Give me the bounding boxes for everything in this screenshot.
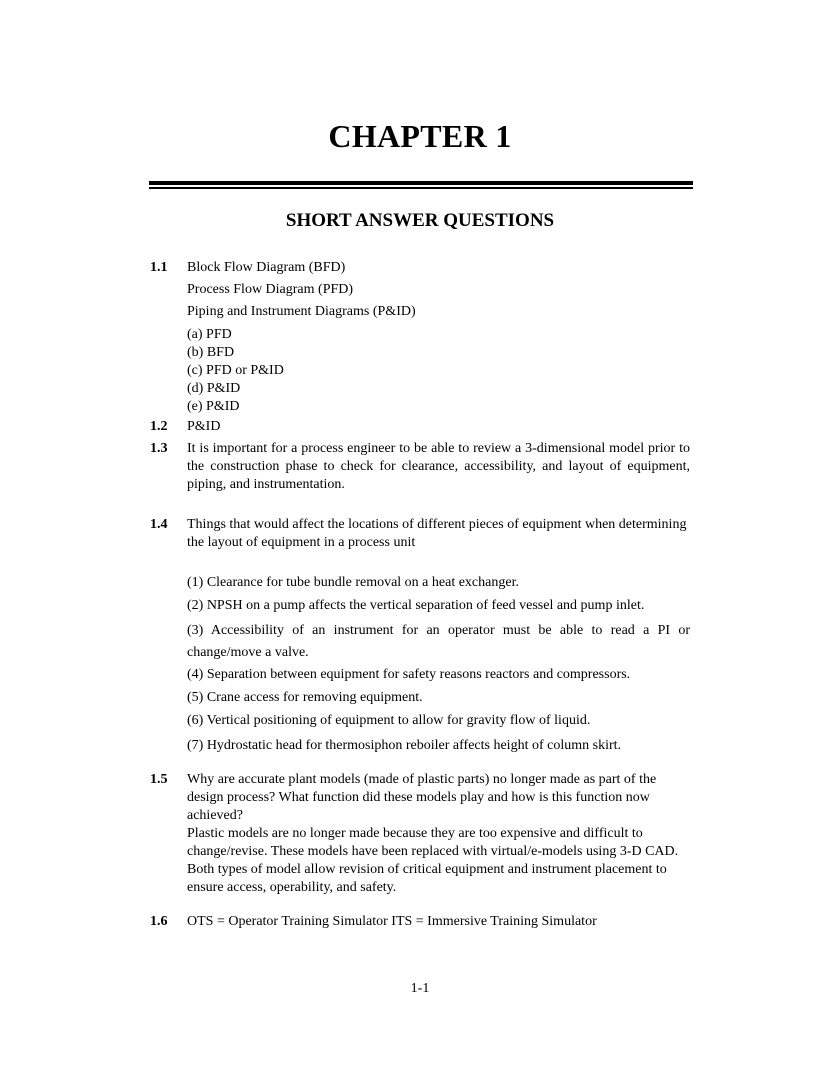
answer-text: P&ID (187, 419, 221, 434)
list-item: (5) Crane access for removing equipment. (187, 690, 423, 705)
answer-d: (d) P&ID (187, 381, 241, 396)
page-number: 1-1 (410, 981, 430, 996)
answer-b: (b) BFD (187, 345, 235, 360)
list-item: (7) Hydrostatic head for thermosiphon reboiler affects height of column skirt. (187, 738, 622, 753)
answer-text: Plastic models are no longer made because they are too expensive and difficult to change/revise. These models have been replaced with virtual/e-models using 3-D CAD. Both types of model allow revision of critical equipment and instrument placement to ensure access, operability, and safety. (187, 826, 679, 895)
diagram-type-pfd: Process Flow Diagram (PFD) (187, 282, 354, 297)
question-1-3 (150, 440, 690, 494)
chapter-title: CHAPTER 1 (328, 118, 512, 154)
list-item: (2) NPSH on a pump affects the vertical separation of feed vessel and pump inlet. (187, 598, 645, 613)
answer-c: (c) PFD or P&ID (187, 363, 284, 378)
diagram-type-pid: Piping and Instrument Diagrams (P&ID) (187, 304, 416, 319)
answer-text: OTS = Operator Training Simulator ITS = Immersive Training Simulator (187, 914, 597, 929)
question-number: 1.5 (150, 772, 168, 787)
list-item: (1) Clearance for tube bundle removal on a heat exchanger. (187, 575, 519, 590)
question-number: 1.2 (150, 419, 168, 434)
question-1-6 (150, 913, 690, 931)
answer-text: It is important for a process engineer to be able to review a 3-dimensional model prior to the construction phase to check for clearance, accessibility, and layout of equipment, piping, and instrumentation. (187, 441, 690, 492)
question-1-4 (150, 516, 690, 760)
answer-e: (e) P&ID (187, 399, 240, 414)
question-number: 1.3 (150, 441, 168, 456)
title-rule-thick (149, 181, 693, 185)
question-number: 1.1 (150, 260, 168, 275)
list-item: (3) Accessibility of an instrument for an operator must be able to read a PI or change/move a valve. (187, 623, 690, 660)
answer-a: (a) PFD (187, 327, 232, 342)
question-number: 1.6 (150, 914, 168, 929)
question-1-1 (150, 259, 690, 416)
list-item: (6) Vertical positioning of equipment to allow for gravity flow of liquid. (187, 713, 591, 728)
question-text: Things that would affect the locations of different pieces of equipment when determining the layout of equipment in a process unit (187, 517, 687, 550)
section-heading: SHORT ANSWER QUESTIONS (285, 210, 555, 231)
list-item: (4) Separation between equipment for safety reasons reactors and compressors. (187, 667, 631, 682)
question-number: 1.4 (150, 517, 168, 532)
question-text: Why are accurate plant models (made of plastic parts) no longer made as part of the design process? What function did these models play and how is this function now achieved? (187, 772, 657, 823)
title-rule-thin (149, 187, 693, 189)
diagram-type-bfd: Block Flow Diagram (BFD) (187, 260, 346, 275)
question-1-5 (150, 771, 690, 897)
question-1-2 (150, 418, 690, 436)
